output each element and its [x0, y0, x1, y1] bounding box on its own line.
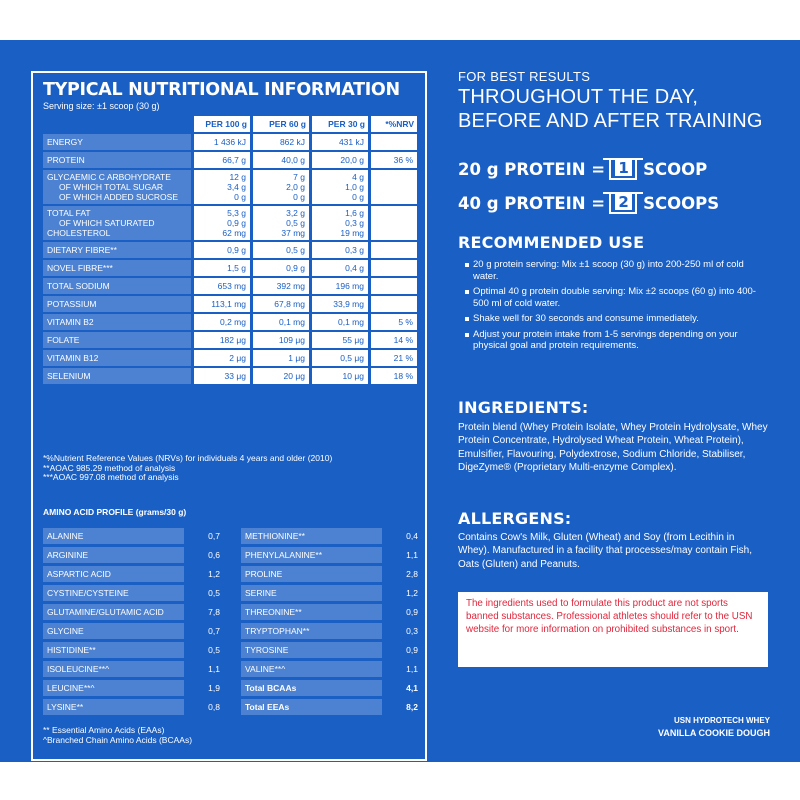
- nutrient-value: [371, 296, 417, 312]
- nutrient-value: [312, 134, 368, 150]
- amino-title: AMINO ACID PROFILE (grams/30 g): [43, 507, 187, 517]
- nutrient-value: [371, 368, 417, 384]
- label-panel: [0, 40, 800, 762]
- nutrient-name: [43, 206, 191, 240]
- nutrient-value-line: 1,0 g: [345, 182, 364, 192]
- nutrient-value: [194, 278, 250, 294]
- amino-name: LEUCINE**^: [43, 680, 184, 696]
- amino-row: [241, 566, 421, 582]
- nutrient-value-line: [371, 192, 413, 202]
- nutrient-value: [312, 296, 368, 312]
- nutrient-name: [43, 314, 191, 330]
- nutrient-value-line: 62 mg: [222, 228, 246, 238]
- amino-row: [43, 604, 223, 620]
- table-row: [43, 152, 417, 168]
- nutrient-name: [43, 242, 191, 258]
- timing-heading: [458, 85, 763, 133]
- ingredients-title: INGREDIENTS:: [458, 398, 589, 417]
- scoop-icon: [609, 158, 637, 180]
- nutrient-name: [43, 152, 191, 168]
- note: **AOAC 985.29 method of analysis: [43, 462, 176, 473]
- banned-substances-notice: The ingredients used to formulate this product are not sports banned substances. Professional athletes should refer to the USN website for more information on prohibited substances in sport.: [458, 592, 768, 667]
- amino-value: 1,2: [208, 569, 220, 579]
- nutrient-line: POTASSIUM: [47, 299, 97, 309]
- table-row: [43, 278, 417, 294]
- scoop-1-count: 1: [615, 160, 632, 176]
- list-item: 20 g protein serving: Mix ±1 scoop (30 g) into 200-250 ml of cold water.: [465, 259, 765, 282]
- amino-value: 0,9: [406, 607, 418, 617]
- nutrition-table: [43, 116, 417, 384]
- nutrient-value-line: 4 g: [352, 172, 364, 182]
- product-flavour: VANILLA COOKIE DOUGH: [658, 728, 770, 738]
- table-row: [43, 242, 417, 258]
- amino-name: PROLINE: [241, 566, 382, 582]
- nutrient-line: TOTAL SODIUM: [47, 281, 110, 291]
- nutrient-value: [194, 152, 250, 168]
- nutrition-notes: [43, 454, 332, 483]
- table-row: [43, 350, 417, 366]
- nutrient-value-line: [371, 208, 413, 218]
- nutrient-value: [253, 152, 309, 168]
- nutrient-value: [312, 278, 368, 294]
- nutrient-value-line: [371, 263, 413, 273]
- col-nrv: *%NRV: [371, 116, 417, 132]
- amino-value: 0,4: [406, 531, 418, 541]
- amino-col-right: [241, 528, 421, 718]
- nutrient-name: [43, 260, 191, 276]
- nutrient-value-line: 5,3 g: [227, 208, 246, 218]
- amino-value: 8,2: [406, 702, 418, 712]
- nutrient-line: OF WHICH ADDED SUCROSE: [59, 192, 179, 202]
- amino-row: [241, 623, 421, 639]
- amino-row: [43, 547, 223, 563]
- amino-name: Total BCAAs: [241, 680, 382, 696]
- note: *%Nutrient Reference Values (NRVs) for individuals 4 years and older (2010): [43, 453, 333, 463]
- nutrient-value: [312, 152, 368, 168]
- nutrient-line: PROTEIN: [47, 155, 85, 165]
- nutrient-value-line: 7 g: [293, 172, 305, 182]
- nutrient-value: [312, 170, 368, 204]
- nutrient-value-line: 55 μg: [342, 335, 364, 345]
- nutrient-value: [253, 296, 309, 312]
- recommended-use-title: RECOMMENDED USE: [458, 233, 645, 252]
- amino-value: 2,8: [406, 569, 418, 579]
- note: ** Essential Amino Acids (EAAs): [43, 725, 165, 735]
- nutrient-name: [43, 332, 191, 348]
- amino-name: HISTIDINE**: [43, 642, 184, 658]
- nutrient-value: [312, 350, 368, 366]
- note: ***AOAC 997.08 method of analysis: [43, 472, 179, 482]
- allergens-title: ALLERGENS:: [458, 509, 572, 528]
- amino-col-left: [43, 528, 223, 718]
- col-per-30g: PER 30 g: [312, 116, 368, 132]
- nutrient-value: [312, 260, 368, 276]
- nutrient-value-line: 862 kJ: [279, 137, 305, 147]
- amino-value: 4,1: [406, 683, 418, 693]
- nutrient-value-line: 0,1 mg: [338, 317, 364, 327]
- nutrient-value-line: 67,8 mg: [274, 299, 305, 309]
- amino-row: [241, 642, 421, 658]
- nutrient-line: VITAMIN B2: [47, 317, 94, 327]
- table-row: [43, 170, 417, 204]
- nutrient-value-line: 37 mg: [281, 228, 305, 238]
- nutrient-value-line: 0,9 g: [227, 245, 246, 255]
- nutrient-value-line: 20 μg: [283, 371, 305, 381]
- nutrient-value-line: 1 436 kJ: [213, 137, 246, 147]
- amino-value: 0,3: [406, 626, 418, 636]
- nutrient-value: [194, 314, 250, 330]
- nutrient-line: TOTAL FAT: [47, 208, 91, 218]
- scoop-line-2: [458, 192, 719, 214]
- nutrient-value: [194, 350, 250, 366]
- scoop-1-text: 20 g PROTEIN =: [458, 159, 606, 179]
- nutrient-value-line: 182 μg: [219, 335, 246, 345]
- amino-value: 1,1: [208, 664, 220, 674]
- nutrition-title: TYPICAL NUTRITIONAL INFORMATION: [43, 80, 400, 100]
- nutrient-value-line: 33,9 mg: [333, 299, 364, 309]
- nutrient-line: SELENIUM: [47, 371, 91, 381]
- nutrient-value-line: 66,7 g: [222, 155, 246, 165]
- nutrient-value-line: [371, 172, 413, 182]
- amino-name: VALINE**^: [241, 661, 382, 677]
- amino-name: Total EEAs: [241, 699, 382, 715]
- amino-value: 0,5: [208, 588, 220, 598]
- nutrient-value-line: 0,1 mg: [279, 317, 305, 327]
- nutrient-value-line: 392 mg: [276, 281, 305, 291]
- scoop-1-unit: SCOOP: [643, 159, 708, 179]
- nutrient-value-line: [371, 245, 413, 255]
- nutrient-value: [371, 170, 417, 204]
- amino-value: 0,7: [208, 531, 220, 541]
- nutrient-value: [371, 134, 417, 150]
- nutrient-value-line: 36 %: [393, 155, 413, 165]
- nutrient-value-line: [371, 299, 413, 309]
- nutrient-name: [43, 134, 191, 150]
- nutrient-value: [253, 170, 309, 204]
- amino-row: [241, 699, 421, 715]
- nutrient-value: [371, 314, 417, 330]
- product-name: USN HYDROTECH WHEY: [673, 716, 770, 725]
- nutrient-value-line: 0,5 g: [286, 245, 305, 255]
- table-row: [43, 332, 417, 348]
- nutrition-box: [31, 71, 427, 761]
- nutrient-value-line: [371, 137, 413, 147]
- nutrient-value: [253, 206, 309, 240]
- nutrient-value-line: 3,4 g: [227, 182, 246, 192]
- scoop-2-text: 40 g PROTEIN =: [458, 193, 606, 213]
- amino-name: ASPARTIC ACID: [43, 566, 184, 582]
- nutrient-value: [371, 152, 417, 168]
- nutrient-value-line: 10 μg: [342, 371, 364, 381]
- nutrient-value: [194, 332, 250, 348]
- amino-row: [43, 566, 223, 582]
- amino-name: LYSINE**: [43, 699, 184, 715]
- timing-line-1: THROUGHOUT THE DAY,: [458, 86, 699, 108]
- nutrient-value-line: 2,0 g: [286, 182, 305, 192]
- nutrient-value: [371, 278, 417, 294]
- nutrient-line: CHOLESTEROL: [47, 228, 111, 238]
- amino-value: 0,6: [208, 550, 220, 560]
- nutrient-value-line: 12 g: [229, 172, 246, 182]
- nutrient-value-line: 33 μg: [224, 371, 246, 381]
- nutrient-value: [253, 314, 309, 330]
- nutrient-value: [371, 350, 417, 366]
- nutrient-value-line: 1,5 g: [227, 263, 246, 273]
- list-item: Optimal 40 g protein double serving: Mix ±2 scoops (60 g) into 400-500 ml of cold water.: [465, 286, 765, 309]
- nutrient-value-line: 1,6 g: [345, 208, 364, 218]
- nutrient-value-line: [371, 182, 413, 192]
- amino-name: SERINE: [241, 585, 382, 601]
- col-per-60g: PER 60 g: [253, 116, 309, 132]
- table-row: [43, 134, 417, 150]
- amino-row: [43, 661, 223, 677]
- col-per-100g: PER 100 g: [194, 116, 250, 132]
- amino-value: 0,7: [208, 626, 220, 636]
- table-row: [43, 296, 417, 312]
- list-item: Shake well for 30 seconds and consume immediately.: [465, 313, 765, 325]
- nutrient-value: [312, 314, 368, 330]
- amino-name: GLUTAMINE/GLUTAMIC ACID: [43, 604, 184, 620]
- nutrient-value: [312, 332, 368, 348]
- amino-value: 1,1: [406, 664, 418, 674]
- table-row: [43, 260, 417, 276]
- nutrient-value-line: 0,2 mg: [220, 317, 246, 327]
- nutrient-value-line: 0 g: [352, 192, 364, 202]
- nutrient-name: [43, 278, 191, 294]
- note: ^Branched Chain Amino Acids (BCAAs): [43, 735, 193, 745]
- amino-row: [241, 528, 421, 544]
- amino-notes: [43, 725, 192, 745]
- nutrient-value: [194, 368, 250, 384]
- nutrient-value: [194, 260, 250, 276]
- nutrient-value: [253, 134, 309, 150]
- amino-row: [43, 680, 223, 696]
- nutrient-value-line: 1 μg: [288, 353, 305, 363]
- amino-value: 1,9: [208, 683, 220, 693]
- table-row: [43, 206, 417, 240]
- table-row: [43, 368, 417, 384]
- amino-name: CYSTINE/CYSTEINE: [43, 585, 184, 601]
- amino-value: 0,8: [208, 702, 220, 712]
- nutrient-value: [371, 332, 417, 348]
- nutrient-name: [43, 296, 191, 312]
- nutrient-value-line: 431 kJ: [338, 137, 364, 147]
- scoop-line-1: [458, 158, 707, 180]
- amino-name: GLYCINE: [43, 623, 184, 639]
- amino-row: [241, 661, 421, 677]
- nutrient-value-line: 109 μg: [278, 335, 305, 345]
- nutrient-value-line: 0,9 g: [227, 218, 246, 228]
- nutrient-line: VITAMIN B12: [47, 353, 99, 363]
- amino-name: TYROSINE: [241, 642, 382, 658]
- nutrient-value-line: 21 %: [393, 353, 413, 363]
- amino-value: 0,5: [208, 645, 220, 655]
- nutrient-value-line: 19 mg: [340, 228, 364, 238]
- amino-name: ISOLEUCINE**^: [43, 661, 184, 677]
- nutrient-line: GLYCAEMIC C ARBOHYDRATE: [47, 172, 171, 182]
- scoop-2-count: 2: [615, 194, 632, 210]
- amino-row: [43, 699, 223, 715]
- ingredients-text: Protein blend (Whey Protein Isolate, Whey Protein Hydrolysate, Whey Protein Concentrate, Hydrolysed Wheat Protein, Wheat Protein), Emulsifier, Flavouring, Polydextrose, Sodium Chloride, Stabiliser, DigeZyme® (Proprietary Multi-enzyme Complex).: [458, 422, 768, 473]
- nutrient-value-line: 113,1 mg: [211, 299, 246, 309]
- for-best-results: FOR BEST RESULTS: [458, 69, 591, 84]
- serving-size: Serving size: ±1 scoop (30 g): [43, 101, 160, 111]
- amino-name: PHENYLALANINE**: [241, 547, 382, 563]
- nutrient-value-line: [371, 228, 413, 238]
- nutrient-value-line: [371, 218, 413, 228]
- nutrient-value-line: 2 μg: [229, 353, 246, 363]
- nutrient-line: FOLATE: [47, 335, 80, 345]
- nutrient-value-line: 14 %: [393, 335, 413, 345]
- amino-row: [241, 585, 421, 601]
- amino-name: ALANINE: [43, 528, 184, 544]
- nutrient-value-line: 40,0 g: [281, 155, 305, 165]
- nutrient-value: [194, 296, 250, 312]
- nutrient-name: [43, 350, 191, 366]
- nutrient-value: [253, 332, 309, 348]
- amino-row: [43, 642, 223, 658]
- nutrient-value-line: 20,0 g: [340, 155, 364, 165]
- nutrient-value-line: 196 mg: [335, 281, 364, 291]
- nutrient-value: [194, 242, 250, 258]
- amino-value: 0,9: [406, 645, 418, 655]
- nutrient-value: [312, 206, 368, 240]
- nutrient-line: OF WHICH SATURATED: [59, 218, 155, 228]
- timing-line-2: BEFORE AND AFTER TRAINING: [458, 110, 763, 132]
- nutrient-value: [194, 206, 250, 240]
- amino-value: 1,2: [406, 588, 418, 598]
- allergens-text: Contains Cow's Milk, Gluten (Wheat) and Soy (from Lecithin in Whey). Manufactured in a facility that processes/may contain Fish, Oats (Gluten) and Peanuts.: [458, 532, 753, 570]
- scoop-icon: [609, 192, 637, 214]
- nutrient-value-line: 0,5 μg: [340, 353, 364, 363]
- nutrient-line: ENERGY: [47, 137, 83, 147]
- nutrient-name: [43, 170, 191, 204]
- amino-row: [241, 680, 421, 696]
- nutrient-line: OF WHICH TOTAL SUGAR: [59, 182, 164, 192]
- nutrient-value-line: 0,3 g: [345, 218, 364, 228]
- nutrient-value: [253, 278, 309, 294]
- amino-row: [241, 604, 421, 620]
- amino-row: [43, 585, 223, 601]
- nutrient-value-line: 0,9 g: [286, 263, 305, 273]
- amino-value: 1,1: [406, 550, 418, 560]
- nutrient-line: DIETARY FIBRE**: [47, 245, 117, 255]
- nutrient-value: [253, 260, 309, 276]
- nutrient-value: [194, 170, 250, 204]
- nutrient-value-line: [371, 281, 413, 291]
- nutrient-value-line: 0,3 g: [345, 245, 364, 255]
- nutrient-name: [43, 368, 191, 384]
- amino-row: [43, 623, 223, 639]
- nutrient-value-line: 18 %: [393, 371, 413, 381]
- nutrient-value-line: 0 g: [234, 192, 246, 202]
- nutrient-value-line: 0,4 g: [345, 263, 364, 273]
- nutrient-value: [371, 242, 417, 258]
- amino-name: METHIONINE**: [241, 528, 382, 544]
- nutrient-value-line: 653 mg: [217, 281, 246, 291]
- nutrient-value: [194, 134, 250, 150]
- nutrient-value-line: 0,5 g: [286, 218, 305, 228]
- nutrient-value: [371, 206, 417, 240]
- nutrient-value: [253, 242, 309, 258]
- list-item: Adjust your protein intake from 1-5 servings depending on your physical goal and protein requirements.: [465, 329, 765, 352]
- amino-row: [43, 528, 223, 544]
- scoop-2-unit: SCOOPS: [643, 193, 720, 213]
- nutrient-value-line: 0 g: [293, 192, 305, 202]
- nutrient-value-line: 5 %: [398, 317, 413, 327]
- nutrient-value: [253, 368, 309, 384]
- nutrition-header: [43, 116, 417, 132]
- nutrient-value: [312, 242, 368, 258]
- nutrient-value: [253, 350, 309, 366]
- amino-row: [241, 547, 421, 563]
- nutrient-value-line: 3,2 g: [286, 208, 305, 218]
- nutrient-value: [371, 260, 417, 276]
- amino-name: THREONINE**: [241, 604, 382, 620]
- amino-name: ARGININE: [43, 547, 184, 563]
- amino-value: 7,8: [208, 607, 220, 617]
- nutrient-value: [312, 368, 368, 384]
- table-row: [43, 314, 417, 330]
- recommended-use-list: [465, 259, 765, 356]
- nutrient-line: NOVEL FIBRE***: [47, 263, 113, 273]
- amino-name: TRYPTOPHAN**: [241, 623, 382, 639]
